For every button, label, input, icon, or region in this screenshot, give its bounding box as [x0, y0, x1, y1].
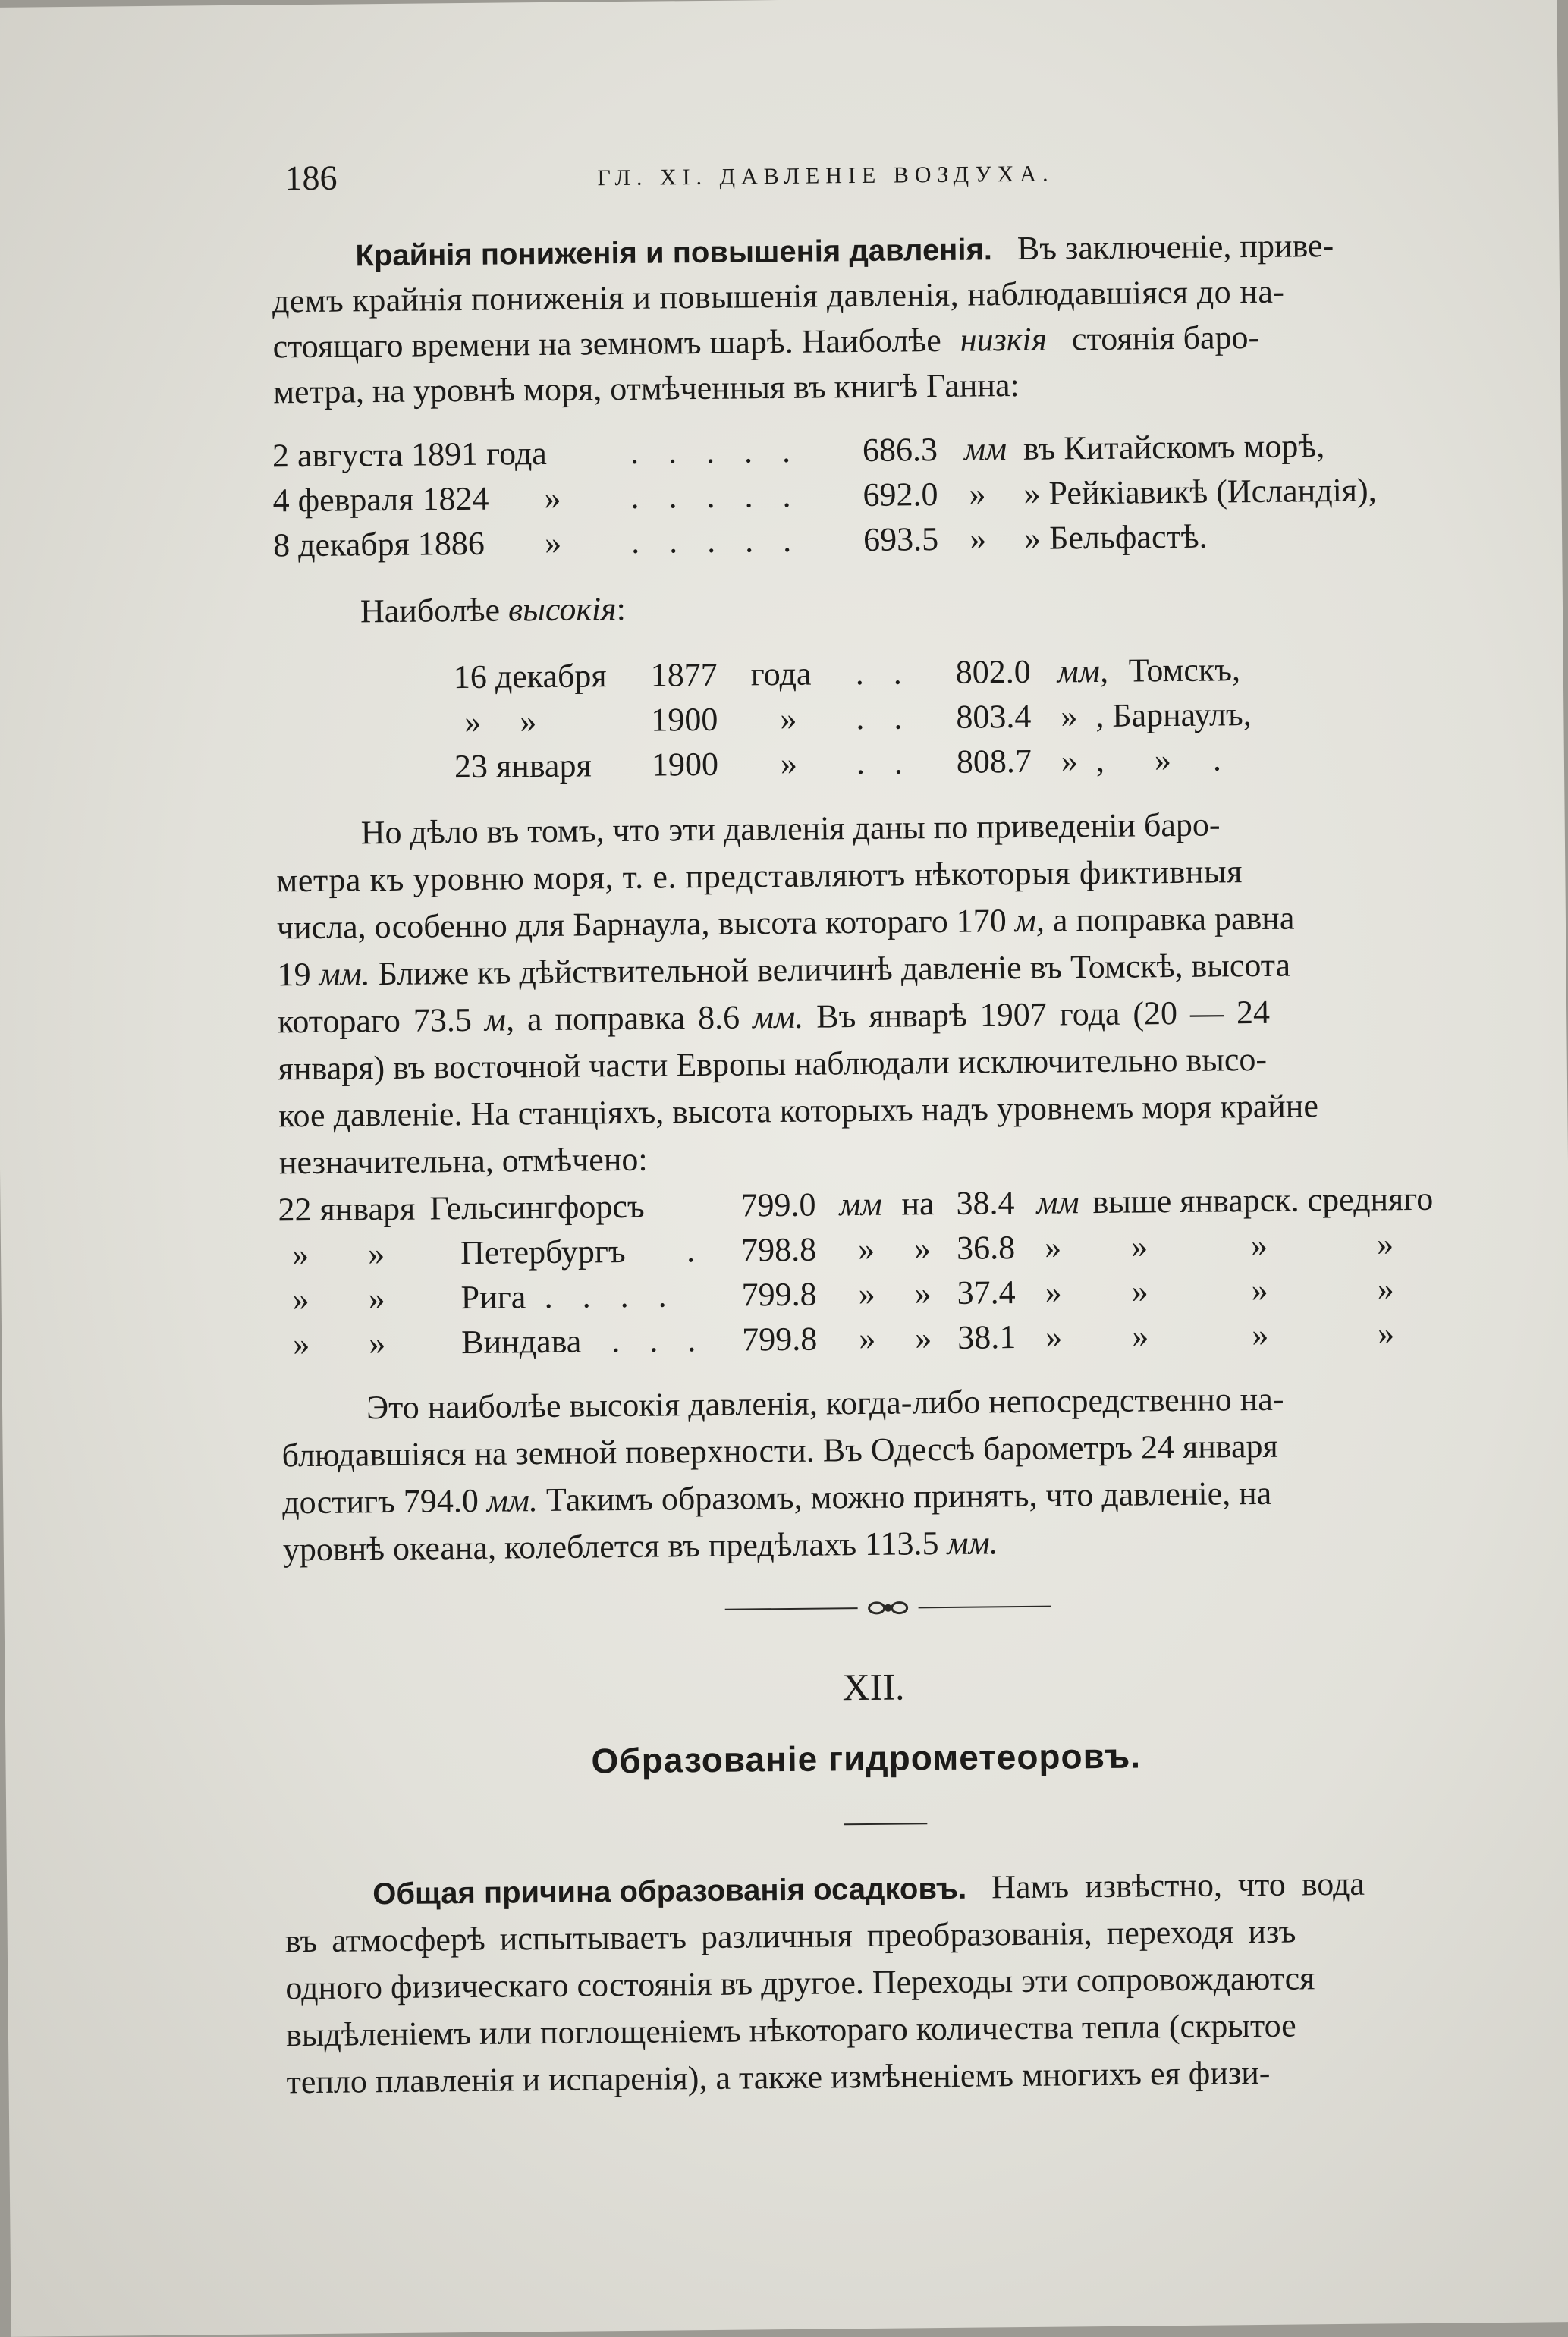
table-row: 2 августа 1891 года . . . . . 686.3 мм въ Китайскомъ морѣ, [272, 427, 1325, 475]
chapter-number: XII. [842, 1665, 905, 1709]
title-rule [844, 1823, 927, 1825]
paragraph-precipitation: Общая причина образованія осадковъ. Намъ извѣстно, что вода въ атмосферѣ испытываетъ различныя преобразованія, переходя изъ одного физическаго состоянія въ другое. Переходы эти сопровождаются выдѣленіемъ или поглощеніемъ нѣкотораго количества тепла (скрытое тепло плавленія и испаренія), а также измѣненіемъ многихъ ея физи- [284, 1864, 1365, 2101]
chapter-title: Образованіе гидрометеоровъ. [591, 1735, 1142, 1781]
para1-line2: демъ крайнія пониженія и повышенія давленія, наблюдавшіяся до на- [272, 272, 1285, 320]
table-row: » » Петербургъ . 798.8 » » 36.8 » » » » [291, 1225, 1394, 1274]
table-row: 22 января Гельсингфорсъ 799.0 мм на 38.4 мм выше январск. средняго [278, 1179, 1434, 1229]
table-row: » » Рига . . . . 799.8 » » 37.4 » » » » [292, 1270, 1394, 1318]
section-heading-precipitation: Общая причина образованія осадковъ. [372, 1871, 967, 1911]
para1-line1: Крайнія пониженія и повышенія давленія. Въ заключеніе, приве- [355, 226, 1334, 273]
high-intro: Наиболѣе высокія: [360, 589, 627, 630]
paragraph-reduction: Но дѣло въ томъ, что эти давленія даны по приведеніи баро- метра къ уровню моря, т. е. представляютъ нѣкоторыя фиктивныя числа, особенно для Барнаула, высота котораго 170 м, а поправка равна 19 мм. Ближе къ дѣйствительной величинѣ давленіе въ Томскѣ, высота котораго 73.5 м, а поправка 8.6 мм. Въ январѣ 1907 года (20 — 24 января) въ восточной части Европы наблюдали исключительно высо- кое давленіе. На станціяхъ, высота которыхъ надъ уровнемъ моря крайне незначительна, отмѣчено: [276, 806, 1319, 1182]
italic-low: низкія [960, 320, 1048, 359]
high-pressure-table [454, 647, 1365, 793]
ornament-divider [724, 1595, 1051, 1621]
table-row: 23 января 1900 » . . 808.7 » , » . [454, 740, 1222, 786]
table-row: » » 1900 » . . 803.4 » , Барнаулъ, [464, 696, 1252, 741]
running-title: ГЛ. XI. ДАВЛЕНІЕ ВОЗДУХА. [597, 161, 1054, 191]
january-1907-table [278, 1176, 1508, 1371]
table-row: 16 декабря 1877 года . . 802.0 мм, Томскъ, [453, 651, 1241, 696]
table-row: » » Виндава . . . 799.8 » » 38.1 » » » » [293, 1315, 1395, 1363]
page-number: 186 [284, 158, 338, 198]
paragraph-highest: Это наиболѣе высокія давленія, когда-либо непосредственно на- блюдавшіяся на земной поверхности. Въ Одессѣ барометръ 24 января достигъ 794.0 мм. Такимъ образомъ, можно принять, что давленіе, на уровнѣ океана, колеблется въ предѣлахъ 113.5 мм. [281, 1380, 1284, 1569]
table-row: 8 декабря 1886 » . . . . . 693.5 » » Бельфастѣ. [272, 517, 1208, 564]
para1-line3: стоящаго времени на земномъ шарѣ. Наиболѣе низкія стоянія баро- [272, 318, 1260, 366]
table-row: 4 февраля 1824 » . . . . . 692.0 » » Рейкіавикѣ (Исландія), [272, 471, 1377, 520]
paragraph-extremes [272, 222, 1470, 411]
section-heading-extremes: Крайнія пониженія и повышенія давленія. [355, 233, 993, 273]
low-pressure-table [272, 422, 1488, 570]
para1-line4: метра, на уровнѣ моря, отмѣченныя въ книгѣ Ганна: [272, 366, 1020, 411]
